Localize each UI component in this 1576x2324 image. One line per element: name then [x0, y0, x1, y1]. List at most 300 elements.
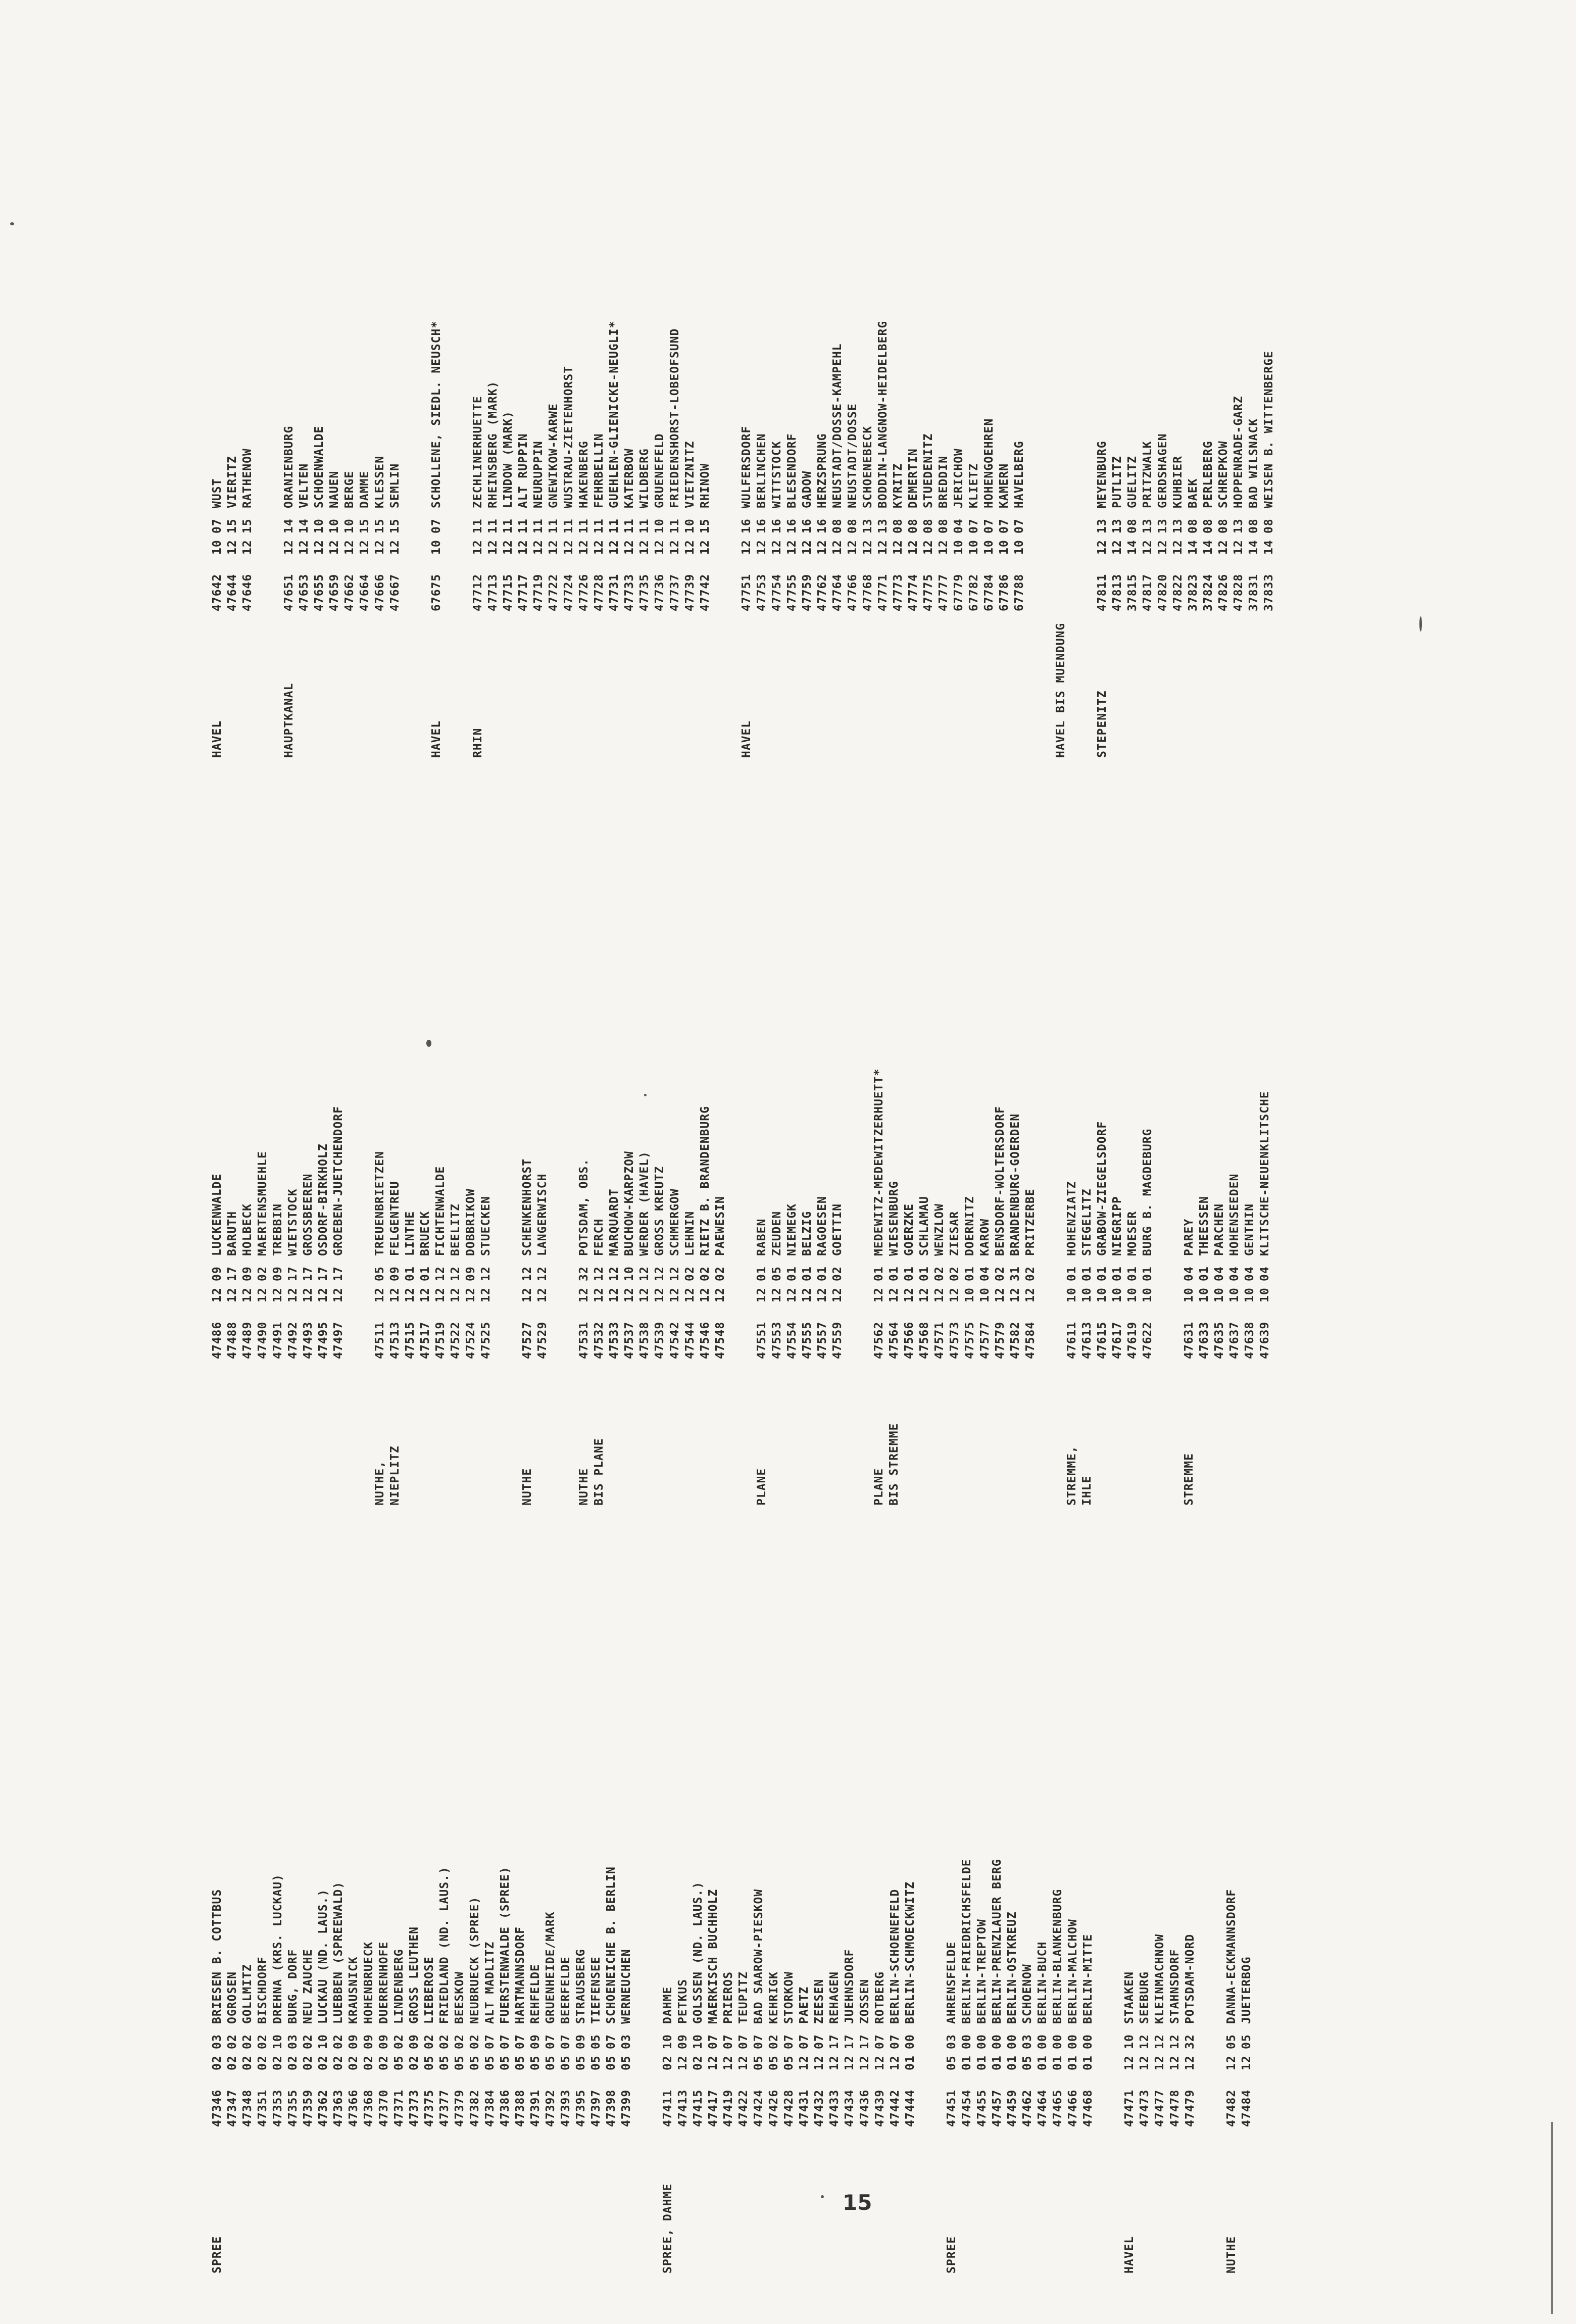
station-name: WERDER (HAVEL)	[638, 1151, 651, 1256]
table-row	[1224, 1889, 1239, 2127]
station-name: KLITSCHE-NEUENKLITSCHE	[1258, 1091, 1271, 1256]
area-code: 05	[1240, 2034, 1253, 2049]
area-code: 11	[502, 518, 515, 534]
table-row	[1261, 351, 1276, 611]
river-label: RHIN	[471, 728, 484, 758]
station-group	[660, 1881, 918, 2127]
area-code: 01	[903, 1266, 916, 1281]
district-code: 10	[430, 540, 443, 555]
station-name: KAROW	[978, 1218, 992, 1256]
area-code: 10	[313, 518, 326, 534]
table-row	[520, 1158, 535, 1359]
district-code: 12	[889, 2055, 902, 2070]
table-row	[936, 321, 951, 611]
district-code: 02	[661, 2055, 674, 2070]
table-row	[1110, 1121, 1125, 1359]
station-name: PRIEROS	[722, 1971, 735, 2024]
table-row	[800, 321, 815, 611]
table-row	[1020, 1859, 1035, 2127]
table-row	[698, 321, 713, 611]
table-row	[1080, 1859, 1096, 2127]
station-name: DAMME	[358, 470, 371, 508]
district-code: 12	[937, 540, 950, 555]
table-row	[240, 1866, 255, 2127]
station-name: KATERBOW	[623, 448, 636, 508]
station-name: KLIETZ	[967, 463, 980, 508]
area-code: 08	[1262, 518, 1275, 534]
district-code: 12	[532, 540, 545, 555]
station-name: BURG, DORF	[286, 1949, 300, 2024]
table-row	[1035, 1859, 1050, 2127]
table-row	[682, 321, 698, 611]
district-code: 12	[486, 540, 500, 555]
table-row	[285, 1106, 301, 1359]
rotated-table	[104, 0, 1576, 2273]
station-name: MAERKISCH BUCHHOLZ	[707, 1889, 720, 2024]
station-id: 67782	[967, 573, 980, 611]
table-row	[316, 1106, 331, 1359]
table-row	[513, 1866, 528, 2127]
station-name: STUEDENITZ	[922, 433, 935, 508]
station-id: 47525	[479, 1321, 492, 1359]
district-code: 10	[1013, 540, 1026, 555]
area-code: 16	[785, 518, 799, 534]
table-row	[407, 1866, 422, 2127]
area-code: 02	[256, 1266, 269, 1281]
table-row	[713, 1106, 728, 1359]
station-id: 47347	[226, 2089, 239, 2127]
area-code: 17	[317, 1266, 330, 1281]
table-row	[558, 1866, 573, 2127]
station-group	[210, 448, 255, 611]
table-row	[346, 1866, 361, 2127]
district-code: 12	[918, 1287, 931, 1302]
station-name: GRUENEFELD	[653, 433, 666, 508]
table-row	[498, 1866, 513, 2127]
station-id: 47413	[676, 2089, 690, 2127]
station-id: 47431	[798, 2089, 811, 2127]
district-code: 05	[392, 2055, 406, 2070]
station-name: JERICHOW	[952, 448, 965, 508]
station-id: 47353	[271, 2089, 284, 2127]
station-name: SCHOENOW	[1021, 1964, 1034, 2024]
station-name: PARCHEN	[1213, 1203, 1226, 1256]
table-row	[316, 1866, 331, 2127]
station-name: NEU ZAUCHE	[302, 1949, 315, 2024]
table-row	[1005, 1859, 1020, 2127]
station-group	[1095, 351, 1276, 611]
area-code: 02	[302, 2034, 315, 2049]
table-row	[830, 1196, 845, 1359]
district-code: 05	[438, 2055, 451, 2070]
station-id: 47728	[593, 573, 606, 611]
district-code: 12	[813, 2055, 826, 2070]
district-code: 12	[449, 1287, 462, 1302]
district-code: 12	[328, 540, 341, 555]
station-id: 47419	[722, 2089, 735, 2127]
district-code: 12	[707, 2055, 720, 2070]
table-row	[906, 321, 921, 611]
table-row	[361, 1866, 376, 2127]
station-id: 47532	[593, 1321, 606, 1359]
station-id: 47557	[816, 1321, 829, 1359]
table-row	[997, 321, 1012, 611]
district-code: 10	[952, 540, 965, 555]
district-code: 01	[960, 2055, 973, 2070]
station-name: DUERRENHOFE	[377, 1941, 390, 2024]
station-name: DOERNITZ	[963, 1196, 976, 1256]
station-id: 47422	[737, 2089, 750, 2127]
table-row	[531, 321, 546, 611]
station-id: 47753	[755, 573, 768, 611]
district-code: 10	[1096, 1287, 1109, 1302]
district-code: 02	[226, 2055, 239, 2070]
station-name: SCHOENWALDE	[313, 425, 326, 508]
station-name: WITTSTOCK	[770, 441, 783, 508]
station-name: FERCH	[593, 1218, 606, 1256]
station-name: HAKENBERG	[577, 441, 590, 508]
table-row	[485, 321, 501, 611]
area-code: 08	[1202, 518, 1215, 534]
station-id: 47398	[605, 2089, 618, 2127]
area-code: 07	[605, 2034, 618, 2049]
area-code: 09	[574, 2034, 587, 2049]
district-code: 12	[1225, 2055, 1238, 2070]
station-id: 47777	[937, 573, 950, 611]
district-code: 14	[1262, 540, 1275, 555]
district-code: 12	[1156, 540, 1169, 555]
station-name: STEGELITZ	[1080, 1188, 1094, 1256]
district-code: 12	[517, 540, 530, 555]
area-code: 08	[846, 518, 859, 534]
station-id: 47411	[661, 2089, 674, 2127]
district-code: 12	[536, 1287, 549, 1302]
district-code: 10	[1213, 1287, 1226, 1302]
table-row	[622, 1106, 637, 1359]
station-id: 47712	[471, 573, 484, 611]
station-id: 47533	[608, 1321, 621, 1359]
table-row	[932, 1069, 947, 1359]
district-code: 12	[1240, 2055, 1253, 2070]
station-name: SEEBURG	[1138, 1971, 1151, 2024]
table-row	[872, 1881, 888, 2127]
district-code: 02	[408, 2055, 421, 2070]
table-row	[667, 321, 682, 611]
table-row	[312, 426, 327, 611]
station-id: 47759	[801, 573, 814, 611]
station-name: TREBBIN	[271, 1203, 284, 1256]
station-group	[1122, 1934, 1198, 2127]
district-code: 05	[544, 2055, 557, 2070]
station-id: 67675	[430, 573, 443, 611]
station-id: 47817	[1141, 573, 1154, 611]
area-code: 17	[843, 2034, 856, 2049]
area-code: 11	[471, 518, 484, 534]
district-code: 10	[211, 540, 224, 555]
station-id: 47359	[302, 2089, 315, 2127]
table-row	[607, 321, 622, 611]
station-name: ORANIENBURG	[282, 425, 296, 508]
station-name: KRAUSNICK	[347, 1956, 360, 2024]
area-code: 08	[1217, 518, 1230, 534]
station-name: RHEINSBERG (MARK)	[486, 380, 500, 508]
area-code: 13	[1111, 518, 1124, 534]
station-name: TIEFENSEE	[589, 1956, 603, 2024]
area-code: 10	[653, 518, 666, 534]
district-code: 10	[1183, 1287, 1196, 1302]
district-code: 05	[767, 2055, 780, 2070]
district-code: 12	[577, 1287, 590, 1302]
station-name: PAREY	[1183, 1218, 1196, 1256]
area-code: 02	[767, 2034, 780, 2049]
station-group	[210, 1106, 346, 1359]
table-row	[240, 448, 255, 611]
station-name: REHFELDE	[529, 1964, 542, 2024]
station-name: LUEBBEN (SPREEWALD)	[332, 1881, 345, 2024]
table-row	[891, 321, 906, 611]
district-code: 02	[347, 2055, 360, 2070]
station-name: GUELITZ	[1126, 456, 1139, 508]
station-name: LIEBEROSE	[423, 1956, 436, 2024]
table-row	[403, 1151, 418, 1359]
station-id: 47562	[872, 1321, 885, 1359]
table-row	[993, 1069, 1008, 1359]
station-name: STUECKEN	[479, 1196, 492, 1256]
table-row	[1137, 1934, 1152, 2127]
station-name: GROSS KREUTZ	[653, 1166, 666, 1256]
area-code: 09	[347, 2034, 360, 2049]
station-id: 47395	[574, 2089, 587, 2127]
station-id: 37831	[1247, 573, 1260, 611]
station-name: RATHENOW	[241, 448, 254, 508]
district-code: 12	[737, 2055, 750, 2070]
station-id: 47393	[559, 2089, 572, 2127]
district-code: 12	[699, 540, 712, 555]
table-row	[372, 1151, 387, 1359]
table-row	[652, 321, 667, 611]
table-row	[1170, 351, 1186, 611]
station-id: 47362	[317, 2089, 330, 2127]
station-name: GUEHLEN-GLIENICKE-NEUGLI*	[608, 320, 621, 508]
table-row	[1181, 1091, 1197, 1359]
table-row	[255, 1866, 270, 2127]
district-code: 05	[453, 2055, 466, 2070]
area-code: 01	[1126, 1266, 1139, 1281]
station-name: BAD SAAROW-PIESKOW	[752, 1889, 765, 2024]
station-name: BARUTH	[226, 1211, 239, 1256]
district-code: 01	[904, 2055, 917, 2070]
station-id: 47351	[256, 2089, 269, 2127]
scan-speck	[10, 222, 14, 225]
district-code: 02	[332, 2055, 345, 2070]
table-row	[376, 1866, 391, 2127]
station-id: 47755	[785, 573, 799, 611]
area-code: 05	[373, 1266, 386, 1281]
district-code: 14	[1187, 540, 1200, 555]
station-id: 47432	[813, 2089, 826, 2127]
station-id: 47726	[577, 573, 590, 611]
station-name: BERLIN-MALCHOW	[1066, 1919, 1079, 2024]
table-row	[1125, 1121, 1140, 1359]
area-code: 12	[479, 1266, 492, 1281]
area-code: 14	[282, 518, 296, 534]
district-code: 02	[692, 2055, 705, 2070]
table-row	[1201, 351, 1216, 611]
area-code: 16	[740, 518, 753, 534]
district-code: 10	[967, 540, 980, 555]
station-id: 47366	[347, 2089, 360, 2127]
table-row	[433, 1151, 448, 1359]
station-group	[470, 321, 713, 611]
district-code: 05	[782, 2055, 796, 2070]
district-code: 12	[464, 1287, 477, 1302]
table-row	[240, 1106, 255, 1359]
area-code: 07	[559, 2034, 572, 2049]
river-label: SPREE, DAHME	[661, 2183, 674, 2273]
station-name: WIESENBURG	[888, 1181, 901, 1256]
area-code: 03	[945, 2034, 958, 2049]
station-name: BEESKOW	[453, 1971, 466, 2024]
table-row	[1186, 351, 1201, 611]
station-id: 47773	[892, 573, 905, 611]
river-label: SPREE	[945, 2236, 958, 2273]
area-code: 11	[517, 518, 530, 534]
station-id: 67784	[982, 573, 996, 611]
area-code: 12	[1153, 2034, 1166, 2049]
station-name: DREHNA (KRS. LUCKAU)	[271, 1874, 284, 2024]
river-label: HAVEL	[740, 720, 753, 758]
station-id: 47724	[562, 573, 575, 611]
area-code: 00	[960, 2034, 973, 2049]
district-code: 12	[547, 540, 560, 555]
district-code: 12	[608, 1287, 621, 1302]
area-code: 09	[377, 2034, 390, 2049]
area-code: 10	[1123, 2034, 1136, 2049]
district-code: 12	[419, 1287, 432, 1302]
area-code: 04	[1183, 1266, 1196, 1281]
station-name: AHRENSFELDE	[945, 1941, 958, 2024]
area-code: 09	[362, 2034, 375, 2049]
table-row	[1227, 1091, 1242, 1359]
station-id: 47428	[782, 2089, 796, 2127]
station-id: 47415	[692, 2089, 705, 2127]
district-code: 12	[1009, 1287, 1022, 1302]
area-code: 17	[286, 1266, 300, 1281]
station-id: 47491	[271, 1321, 284, 1359]
station-id: 47715	[502, 573, 515, 611]
district-code: 10	[1198, 1287, 1211, 1302]
station-id: 47537	[623, 1321, 636, 1359]
table-row	[637, 321, 652, 611]
district-code: 05	[605, 2055, 618, 2070]
district-code: 12	[502, 540, 515, 555]
station-id: 47399	[620, 2089, 633, 2127]
station-id: 47655	[313, 573, 326, 611]
station-name: MARQUARDT	[608, 1188, 621, 1256]
station-name: BAD WILSNACK	[1247, 418, 1260, 508]
district-code: 12	[388, 540, 402, 555]
station-id: 47577	[978, 1321, 992, 1359]
district-code: 01	[1081, 2055, 1095, 2070]
station-name: KAMERN	[998, 463, 1011, 508]
station-id: 37833	[1262, 573, 1275, 611]
table-row	[769, 1196, 784, 1359]
station-id: 47524	[464, 1321, 477, 1359]
station-id: 47571	[933, 1321, 946, 1359]
area-code: 17	[828, 2034, 841, 2049]
area-code: 00	[975, 2034, 989, 2049]
table-row	[990, 1859, 1005, 2127]
area-code: 01	[888, 1266, 901, 1281]
table-row	[418, 1151, 433, 1359]
area-code: 09	[388, 1266, 402, 1281]
district-code: 14	[1126, 540, 1139, 555]
district-code: 12	[785, 1287, 799, 1302]
station-id: 47370	[377, 2089, 390, 2127]
district-code: 10	[998, 540, 1011, 555]
station-name: BEERFELDE	[559, 1956, 572, 2024]
table-row	[270, 1866, 285, 2127]
station-id: 47651	[282, 573, 296, 611]
station-id: 47434	[843, 2089, 856, 2127]
area-code: 01	[816, 1266, 829, 1281]
station-name: BEELITZ	[449, 1203, 462, 1256]
district-code: 12	[858, 2055, 871, 2070]
station-name: GOLLMITZ	[241, 1964, 254, 2024]
table-row	[528, 1866, 543, 2127]
district-code: 12	[593, 1287, 606, 1302]
area-code: 07	[514, 2034, 527, 2049]
area-code: 02	[256, 2034, 269, 2049]
district-code: 02	[241, 2055, 254, 2070]
river-label: NUTHE	[521, 1468, 534, 1506]
station-name: VIETZNITZ	[683, 441, 697, 508]
area-code: 07	[752, 2034, 765, 2049]
station-id: 47820	[1156, 573, 1169, 611]
district-code: 12	[608, 540, 621, 555]
station-id: 47775	[922, 573, 935, 611]
station-name: THEESSEN	[1198, 1196, 1211, 1256]
district-code: 12	[828, 2055, 841, 2070]
station-id: 47384	[483, 2089, 497, 2127]
district-code: 12	[388, 1287, 402, 1302]
table-row	[815, 1196, 830, 1359]
station-name: POTSDAM, OBS.	[577, 1158, 590, 1256]
station-name: WULFERSDORF	[740, 425, 753, 508]
station-name: PRITZWALK	[1141, 441, 1154, 508]
area-code: 09	[529, 2034, 542, 2049]
table-row	[573, 1866, 588, 2127]
area-code: 07	[430, 518, 443, 534]
district-code: 12	[755, 540, 768, 555]
area-code: 02	[948, 1266, 961, 1281]
station-name: BRIESEN B. COTTBUS	[211, 1889, 224, 2024]
station-id: 47548	[714, 1321, 727, 1359]
area-code: 00	[1081, 2034, 1095, 2049]
table-row	[1167, 1934, 1183, 2127]
station-id: 47742	[699, 573, 712, 611]
area-code: 08	[937, 518, 950, 534]
station-name: BERLIN-PRENZLAUER BERG	[991, 1859, 1004, 2024]
station-name: DANNA-ECKMANNSDORF	[1225, 1889, 1238, 2024]
district-code: 12	[1123, 2055, 1136, 2070]
district-code: 10	[1258, 1287, 1271, 1302]
station-name: HOHENSEEDEN	[1228, 1173, 1241, 1256]
district-code: 12	[668, 1287, 681, 1302]
area-code: 15	[358, 518, 371, 534]
district-code: 10	[1243, 1287, 1256, 1302]
station-name: BRANDENBURG-GOERDEN	[1009, 1113, 1022, 1256]
